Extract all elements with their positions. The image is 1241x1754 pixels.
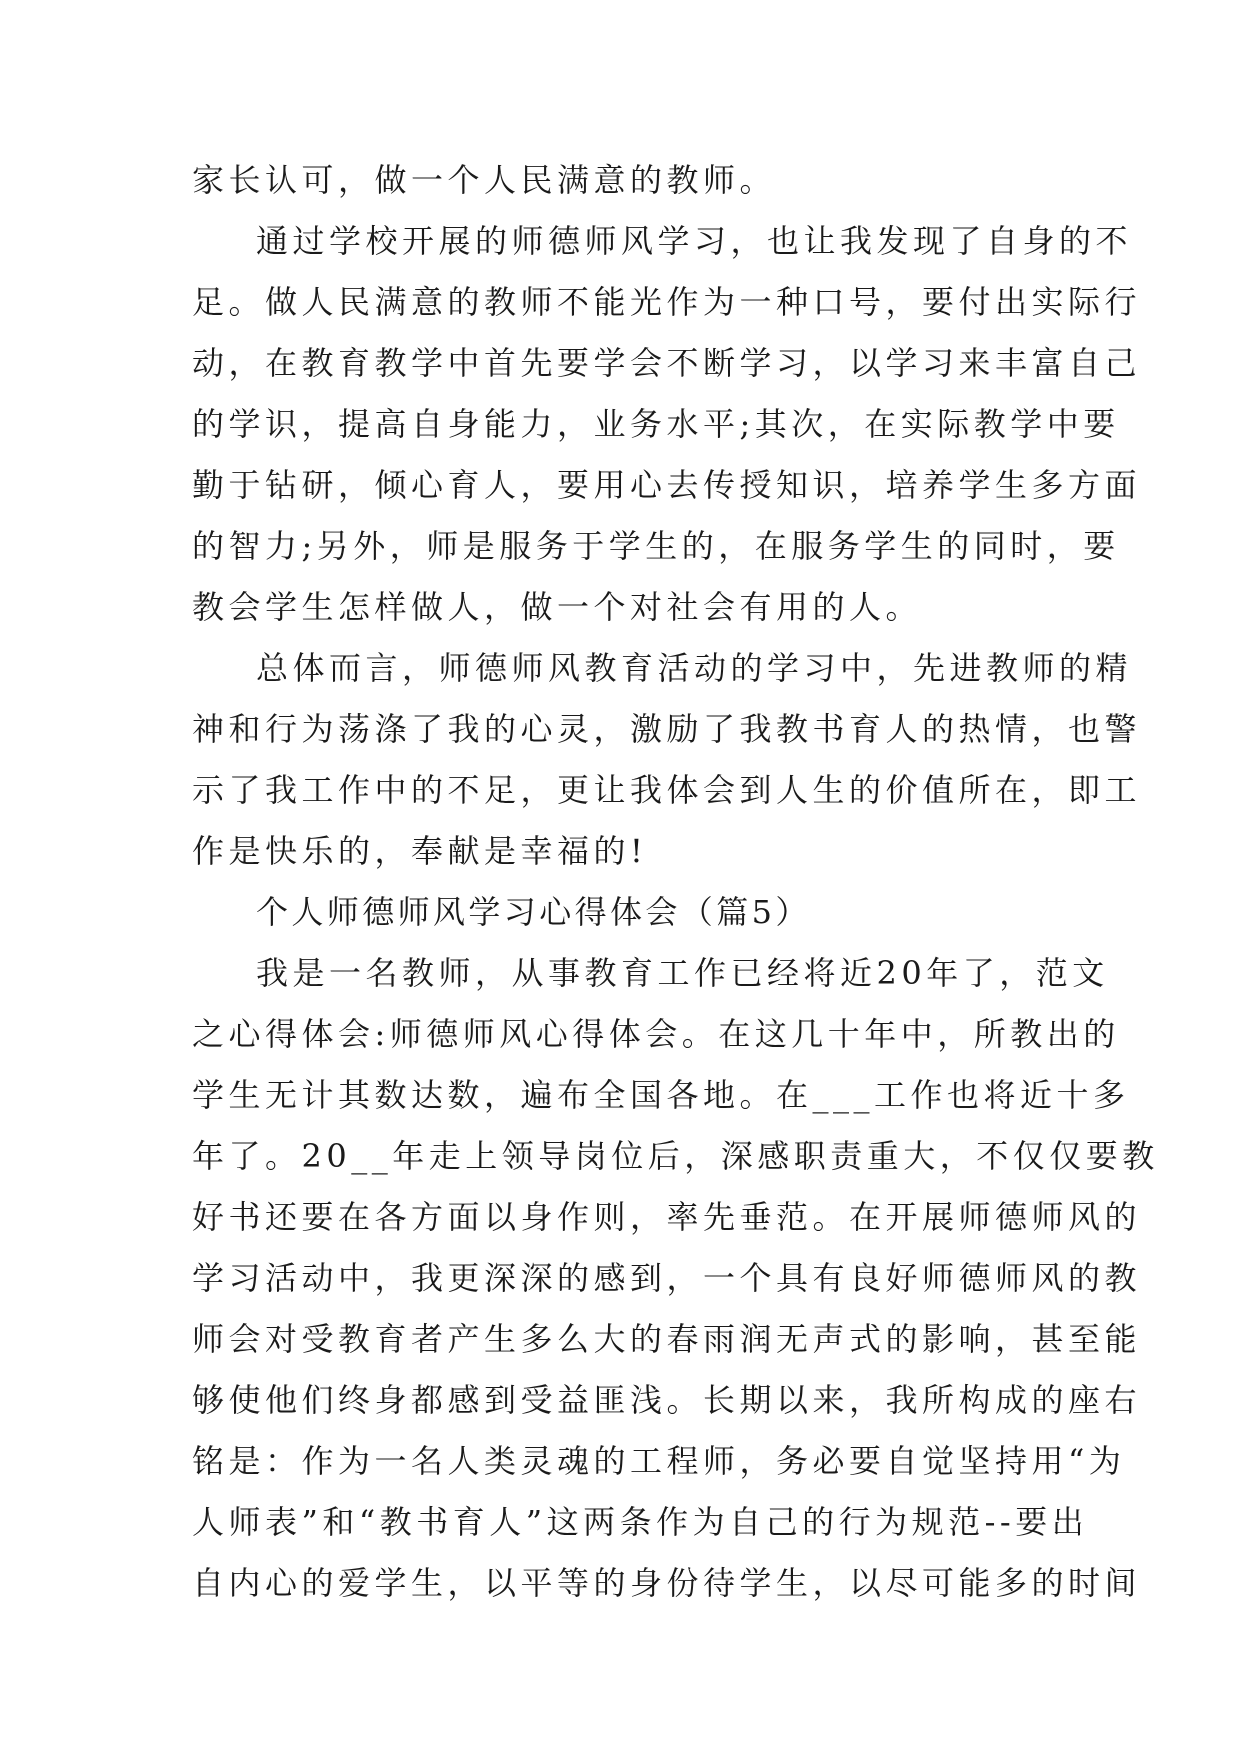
text-line: 够使他们终身都感到受益匪浅。长期以来，我所构成的座右 (192, 1381, 1142, 1419)
text-line: 动，在教育教学中首先要学会不断学习，以学习来丰富自己 (192, 344, 1142, 382)
text-line: 示了我工作中的不足，更让我体会到人生的价值所在，即工 (192, 771, 1142, 809)
text-line: 教会学生怎样做人，做一个对社会有用的人。 (192, 588, 923, 626)
text-line: 作是快乐的，奉献是幸福的! (192, 832, 648, 870)
document-body (192, 150, 1159, 1614)
text-line: 勤于钻研，倾心育人，要用心去传授知识，培养学生多方面 (192, 466, 1142, 504)
text-line: 师会对受教育者产生多么大的春雨润无声式的影响，甚至能 (192, 1320, 1142, 1358)
text-line: 铭是：作为一名人类灵魂的工程师，务必要自觉坚持用“为 (192, 1442, 1126, 1480)
text-line: 神和行为荡涤了我的心灵，激励了我教书育人的热情，也警 (192, 710, 1142, 748)
text-line: 足。做人民满意的教师不能光作为一种口号，要付出实际行 (192, 283, 1142, 321)
text-line: 的学识，提高自身能力，业务水平;其次，在实际教学中要 (192, 405, 1120, 443)
text-line: 自内心的爱学生，以平等的身份待学生，以尽可能多的时间 (192, 1564, 1142, 1602)
text-line: 学生无计其数达数，遍布全国各地。在___工作也将近十多 (192, 1076, 1130, 1114)
text-line: 好书还要在各方面以身作则，率先垂范。在开展师德师风的 (192, 1198, 1142, 1236)
section-heading (192, 882, 1062, 943)
section-title: 个人师德师风学习心得体会（篇5） (256, 893, 811, 931)
text-line: 总体而言，师德师风教育活动的学习中，先进教师的精 (256, 649, 1133, 687)
paragraph-study-reflection (192, 211, 1142, 638)
paragraph-continuation (192, 150, 1062, 211)
paragraph-summary (192, 638, 1142, 882)
text-line: 之心得体会:师德师风心得体会。在这几十年中，所教出的 (192, 1015, 1120, 1053)
text-line: 人师表”和“教书育人”这两条作为自己的行为规范--要出 (192, 1503, 1089, 1541)
text-line: 通过学校开展的师德师风学习，也让我发现了自身的不 (256, 222, 1133, 260)
text-line: 我是一名教师，从事教育工作已经将近20年了，范文 (256, 954, 1109, 992)
text-line: 的智力;另外，师是服务于学生的，在服务学生的同时，要 (192, 527, 1120, 565)
text-line: 学习活动中，我更深深的感到，一个具有良好师德师风的教 (192, 1259, 1142, 1297)
paragraph-teacher-intro (192, 943, 1159, 1614)
text-line: 年了。20__年走上领导岗位后，深感职责重大，不仅仅要教 (192, 1137, 1159, 1175)
text-line: 家长认可，做一个人民满意的教师。 (192, 161, 777, 199)
